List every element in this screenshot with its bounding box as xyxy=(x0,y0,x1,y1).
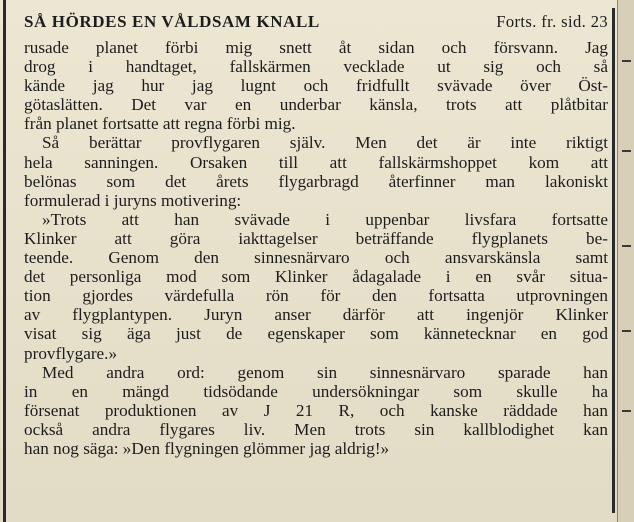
text-line: försenat produktionen av J 21 R, och kanske räddade han xyxy=(24,400,608,420)
text-line: från planet fortsatte att regna förbi mig. xyxy=(24,114,296,134)
edge-mark xyxy=(622,410,631,412)
article xyxy=(24,12,608,458)
text-line: in en mängd tidsödande undersökningar som skulle ha xyxy=(24,381,608,401)
text-line: Klinker att göra iakttagelser beträffande flygplanets be- xyxy=(24,228,608,248)
text-line: kände jag hur jag lugnt och fridfullt svävade över Öst- xyxy=(24,76,608,96)
edge-mark xyxy=(622,60,631,62)
paragraph xyxy=(24,133,608,209)
headline: SÅ HÖRDES EN VÅLDSAM KNALL xyxy=(24,12,320,31)
column-rule-left xyxy=(3,0,6,522)
text-line: götaslätten. Det var en underbar känsla, trots att plåtbitar xyxy=(24,95,608,115)
column-rule-right xyxy=(612,8,615,513)
paragraph xyxy=(24,38,608,133)
edge-mark xyxy=(622,150,631,152)
text-line: också andra flygares liv. Men trots sin kallblodighet kan xyxy=(24,419,608,439)
paragraph xyxy=(24,363,608,458)
text-line: Med andra ord: genom sin sinnesnärvaro sparade han xyxy=(42,362,608,382)
edge-mark xyxy=(622,330,631,332)
text-line: hela sanningen. Orsaken till att fallskärmshoppet kom att xyxy=(24,152,608,172)
text-line: drog i handtaget, fallskärmen vecklade ut sig och så xyxy=(24,57,608,77)
edge-mark xyxy=(622,245,631,247)
text-line: Så berättar provflygaren själv. Men det är inte riktigt xyxy=(42,133,608,153)
text-line: formulerad i juryns motivering: xyxy=(24,190,242,210)
text-line: belönas som det årets flygarbragd återfinner man lakoniskt xyxy=(24,171,608,191)
adjacent-column-edge xyxy=(617,0,634,522)
text-line: det personliga mod som Klinker ådagalade i en svår situa- xyxy=(24,267,608,287)
text-line: av flygplantypen. Juryn anser därför att ingenjör Klinker xyxy=(24,305,608,325)
continuation-note: Forts. fr. sid. 23 xyxy=(496,12,608,31)
text-line: teende. Genom den sinnesnärvaro och ansvarskänsla samt xyxy=(24,248,608,268)
text-line: rusade planet förbi mig snett åt sidan och försvann. Jag xyxy=(24,38,608,57)
text-line: han nog säga: »Den flygningen glömmer jag aldrig!» xyxy=(24,438,390,458)
text-line: tion gjordes värdefulla rön för den fortsatta utprovningen xyxy=(24,286,608,306)
text-line: visat sig äga just de egenskaper som kännetecknar en god xyxy=(24,324,608,344)
text-line: »Trots att han svävade i uppenbar livsfara fortsatte xyxy=(42,209,608,229)
article-header xyxy=(24,12,608,38)
text-line: provflygare.» xyxy=(24,343,118,363)
quote-paragraph xyxy=(24,210,608,363)
